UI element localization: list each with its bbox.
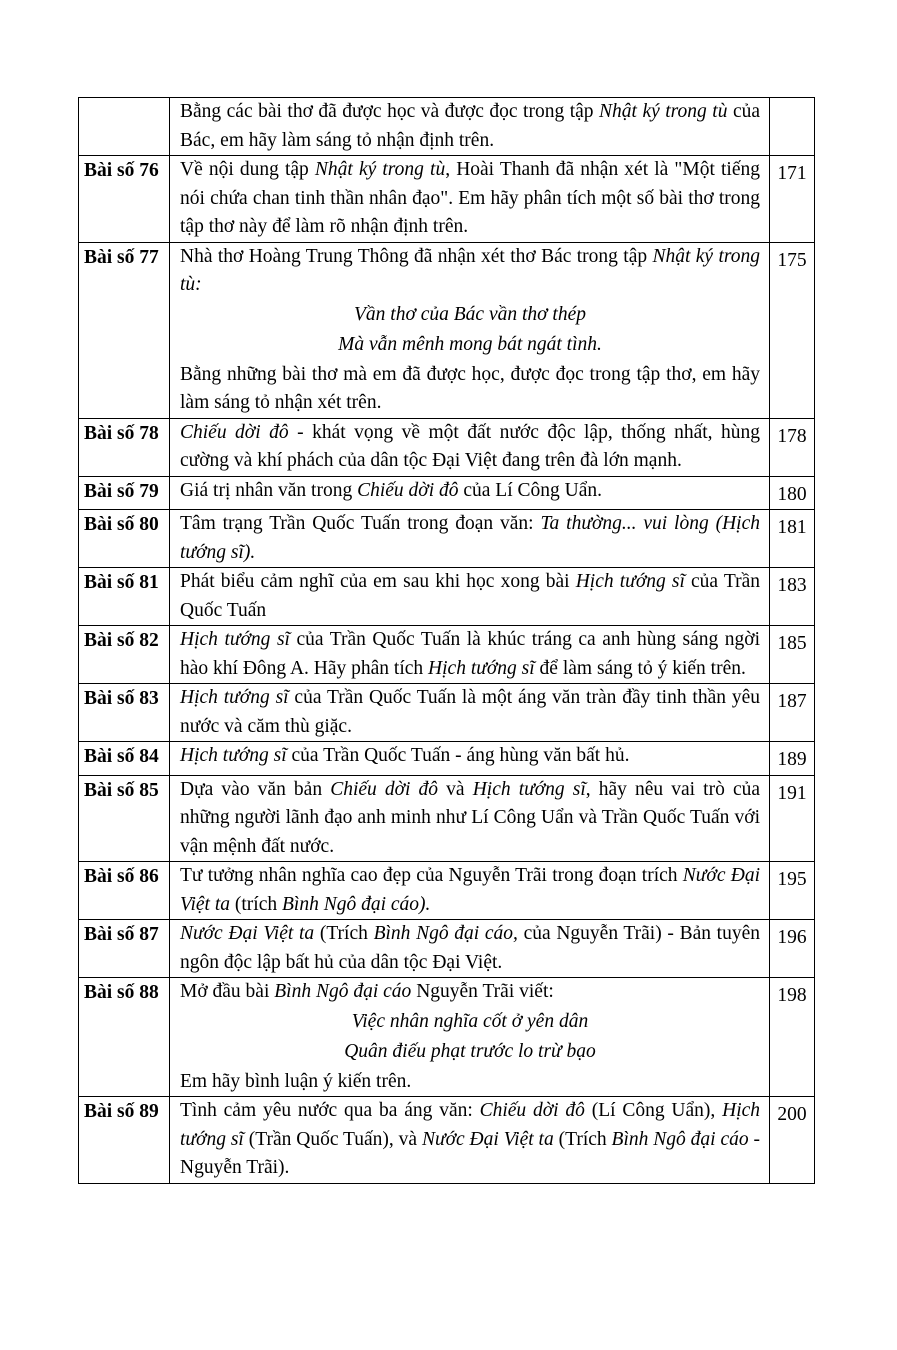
table-row	[79, 862, 815, 920]
italic-title: Nhật ký trong tù:	[180, 245, 760, 295]
italic-title: Nhật ký trong tù	[599, 101, 728, 122]
text-segment: và	[438, 778, 473, 800]
lesson-number: Bài số 78	[79, 418, 170, 476]
lesson-number: Bài số 81	[79, 568, 170, 626]
italic-title: Mà vẫn mênh mong bát ngát tình.	[338, 334, 602, 355]
page-number: 196	[770, 920, 815, 978]
text-segment: của Nguyễn Trãi) - Bản tuyên ngôn độc lập bất hủ của dân tộc Đại Việt.	[180, 923, 760, 973]
lesson-description	[170, 775, 770, 862]
table-row	[79, 978, 815, 1097]
lesson-description	[170, 418, 770, 476]
lesson-description	[170, 568, 770, 626]
table-row	[79, 242, 815, 418]
lesson-description	[170, 978, 770, 1097]
lesson-number: Bài số 85	[79, 775, 170, 862]
text-segment: (Trích	[314, 923, 374, 944]
paragraph	[180, 626, 760, 683]
text-segment: Dựa vào văn bản	[180, 778, 331, 800]
paragraph	[180, 477, 760, 506]
text-segment: (trích	[230, 893, 282, 915]
italic-title: Hịch tướng sĩ	[472, 778, 586, 800]
poem-line	[180, 1007, 760, 1038]
page-number: 191	[770, 775, 815, 862]
paragraph	[180, 510, 760, 567]
lesson-description	[170, 510, 770, 568]
text-segment: - khát vọng về một đất nước độc lập, thống nhất, hùng cường và khí phách của dân tộc Đại Việt đang trên đà lớn mạnh.	[180, 421, 761, 471]
lesson-number: Bài số 84	[79, 742, 170, 776]
italic-title: Hịch tướng sĩ	[180, 745, 287, 766]
text-segment: Về nội dung tập	[180, 159, 315, 180]
poem-line	[180, 1037, 760, 1068]
table-row	[79, 568, 815, 626]
text-segment: Tình cảm yêu nước qua ba áng văn:	[180, 1100, 480, 1121]
page-number: 171	[770, 156, 815, 243]
italic-title: Bình Ngô đại cáo	[611, 1128, 749, 1150]
lesson-number: Bài số 79	[79, 476, 170, 510]
poem-line	[180, 300, 760, 331]
italic-title: Hịch tướng sĩ	[180, 687, 289, 708]
lesson-number: Bài số 89	[79, 1097, 170, 1184]
paragraph	[180, 776, 760, 862]
italic-title: Nước Đại Việt ta	[421, 1128, 554, 1150]
table-row	[79, 775, 815, 862]
text-segment: của Lí Công Uẩn.	[458, 479, 603, 501]
italic-title: Hịch tướng sĩ	[180, 1100, 761, 1150]
italic-title: Bình Ngô đại cáo).	[281, 893, 431, 915]
text-segment: để làm sáng tỏ ý kiến trên.	[534, 657, 746, 679]
lesson-description	[170, 862, 770, 920]
paragraph	[180, 98, 760, 155]
poem-line	[180, 330, 760, 361]
page-number: 200	[770, 1097, 815, 1184]
italic-title: Chiếu dời đô	[180, 421, 289, 443]
italic-title: Ta thường... vui lòng (Hịch tướng sĩ).	[180, 513, 760, 563]
table-row	[79, 920, 815, 978]
paragraph	[180, 361, 760, 418]
text-segment: của Trần Quốc Tuấn	[180, 571, 760, 621]
lesson-number: Bài số 87	[79, 920, 170, 978]
italic-title: Hịch tướng sĩ	[180, 629, 290, 650]
lesson-number	[79, 98, 170, 156]
paragraph	[180, 742, 760, 771]
text-segment: (Lí Công Uẩn),	[584, 1100, 723, 1121]
lesson-number: Bài số 82	[79, 626, 170, 684]
paragraph	[180, 243, 760, 300]
table-row	[79, 418, 815, 476]
table-row	[79, 684, 815, 742]
lesson-number: Bài số 83	[79, 684, 170, 742]
lesson-description	[170, 742, 770, 776]
text-segment: Tâm trạng Trần Quốc Tuấn trong đoạn văn:	[180, 513, 541, 534]
text-segment: Nhà thơ Hoàng Trung Thông đã nhận xét thơ Bác trong tập	[180, 245, 653, 267]
text-segment: của Trần Quốc Tuấn - áng hùng văn bất hủ.	[286, 745, 630, 766]
table-row	[79, 626, 815, 684]
lesson-description	[170, 626, 770, 684]
paragraph	[180, 1068, 760, 1097]
italic-title: Hịch tướng sĩ	[575, 571, 685, 592]
italic-title: Việc nhân nghĩa cốt ở yên dân	[351, 1010, 589, 1032]
text-segment: , Hoài Thanh đã nhận xét là "Một tiếng nói chứa chan tinh thần nhân đạo". Em hãy phân tích một số bài thơ trong tập thơ này để làm rõ nhận định trên.	[180, 159, 760, 237]
page-number: 185	[770, 626, 815, 684]
paragraph	[180, 862, 760, 919]
lesson-description	[170, 920, 770, 978]
lesson-number: Bài số 80	[79, 510, 170, 568]
text-segment: (Trích	[553, 1128, 612, 1150]
lesson-description	[170, 1097, 770, 1184]
italic-title: Hịch tướng sĩ	[428, 657, 535, 679]
italic-title: Bình Ngô đại cáo,	[373, 923, 518, 944]
lesson-description	[170, 156, 770, 243]
paragraph	[180, 978, 760, 1007]
italic-title: Vần thơ của Bác vần thơ thép	[353, 303, 586, 325]
paragraph	[180, 920, 760, 977]
paragraph	[180, 419, 760, 476]
table-row	[79, 98, 815, 156]
table-row	[79, 742, 815, 776]
text-segment: Phát biểu cảm nghĩ của em sau khi học xong bài	[180, 571, 576, 592]
table-of-contents	[78, 97, 815, 1184]
lesson-description	[170, 242, 770, 418]
lesson-number: Bài số 86	[79, 862, 170, 920]
page-number: 195	[770, 862, 815, 920]
text-segment: Giá trị nhân văn trong	[180, 479, 358, 501]
lesson-description	[170, 98, 770, 156]
italic-title: Chiếu dời đô	[479, 1100, 585, 1121]
page-number: 181	[770, 510, 815, 568]
text-segment: Nguyễn Trãi viết:	[411, 981, 554, 1002]
lesson-description	[170, 684, 770, 742]
italic-title: Nhật ký trong tù	[314, 159, 446, 180]
text-segment: của Trần Quốc Tuấn là khúc tráng ca anh hùng sáng ngời hào khí Đông A. Hãy phân tích	[180, 629, 760, 679]
text-segment: Bằng các bài thơ đã được học và được đọc trong tập	[180, 101, 600, 122]
italic-title: Bình Ngô đại cáo	[274, 981, 412, 1002]
italic-title: Nước Đại Việt ta	[180, 923, 315, 944]
lesson-number: Bài số 88	[79, 978, 170, 1097]
lesson-number: Bài số 76	[79, 156, 170, 243]
text-segment: Bằng những bài thơ mà em đã được học, được đọc trong tập thơ, em hãy làm sáng tỏ nhận xét trên.	[180, 363, 760, 413]
italic-title: Nước Đại Việt ta	[180, 865, 760, 915]
text-segment: (Trần Quốc Tuấn), và	[243, 1128, 422, 1150]
page-number: 198	[770, 978, 815, 1097]
text-segment: Em hãy bình luận ý kiến trên.	[180, 1070, 412, 1092]
table-row	[79, 156, 815, 243]
table-row	[79, 1097, 815, 1184]
text-segment: của Bác, em hãy làm sáng tỏ nhận định trên.	[180, 101, 761, 151]
table-row	[79, 510, 815, 568]
text-segment: - Nguyễn Trãi).	[180, 1128, 760, 1178]
italic-title: Chiếu dời đô	[357, 479, 459, 501]
text-segment: Mở đầu bài	[180, 981, 275, 1002]
page-number: 183	[770, 568, 815, 626]
page-number: 189	[770, 742, 815, 776]
page-number: 187	[770, 684, 815, 742]
page-number: 175	[770, 242, 815, 418]
paragraph	[180, 568, 760, 625]
paragraph	[180, 684, 760, 741]
page-number: 180	[770, 476, 815, 510]
page-number	[770, 98, 815, 156]
lesson-description	[170, 476, 770, 510]
text-segment: của Trần Quốc Tuấn là một áng văn tràn đầy tinh thần yêu nước và căm thù giặc.	[180, 687, 760, 737]
page-number: 178	[770, 418, 815, 476]
table-row	[79, 476, 815, 510]
text-segment: , hãy nêu vai trò của những người lãnh đạo anh minh như Lí Công Uẩn và Trần Quốc Tuấn với vận mệnh đất nước.	[180, 778, 761, 857]
text-segment: Tư tưởng nhân nghĩa cao đẹp của Nguyễn Trãi trong đoạn trích	[180, 865, 683, 886]
italic-title: Quân điếu phạt trước lo trừ bạo	[344, 1041, 596, 1062]
toc-body	[79, 98, 815, 1184]
italic-title: Chiếu dời đô	[330, 778, 439, 800]
paragraph	[180, 156, 760, 242]
lesson-number: Bài số 77	[79, 242, 170, 418]
paragraph	[180, 1097, 760, 1183]
